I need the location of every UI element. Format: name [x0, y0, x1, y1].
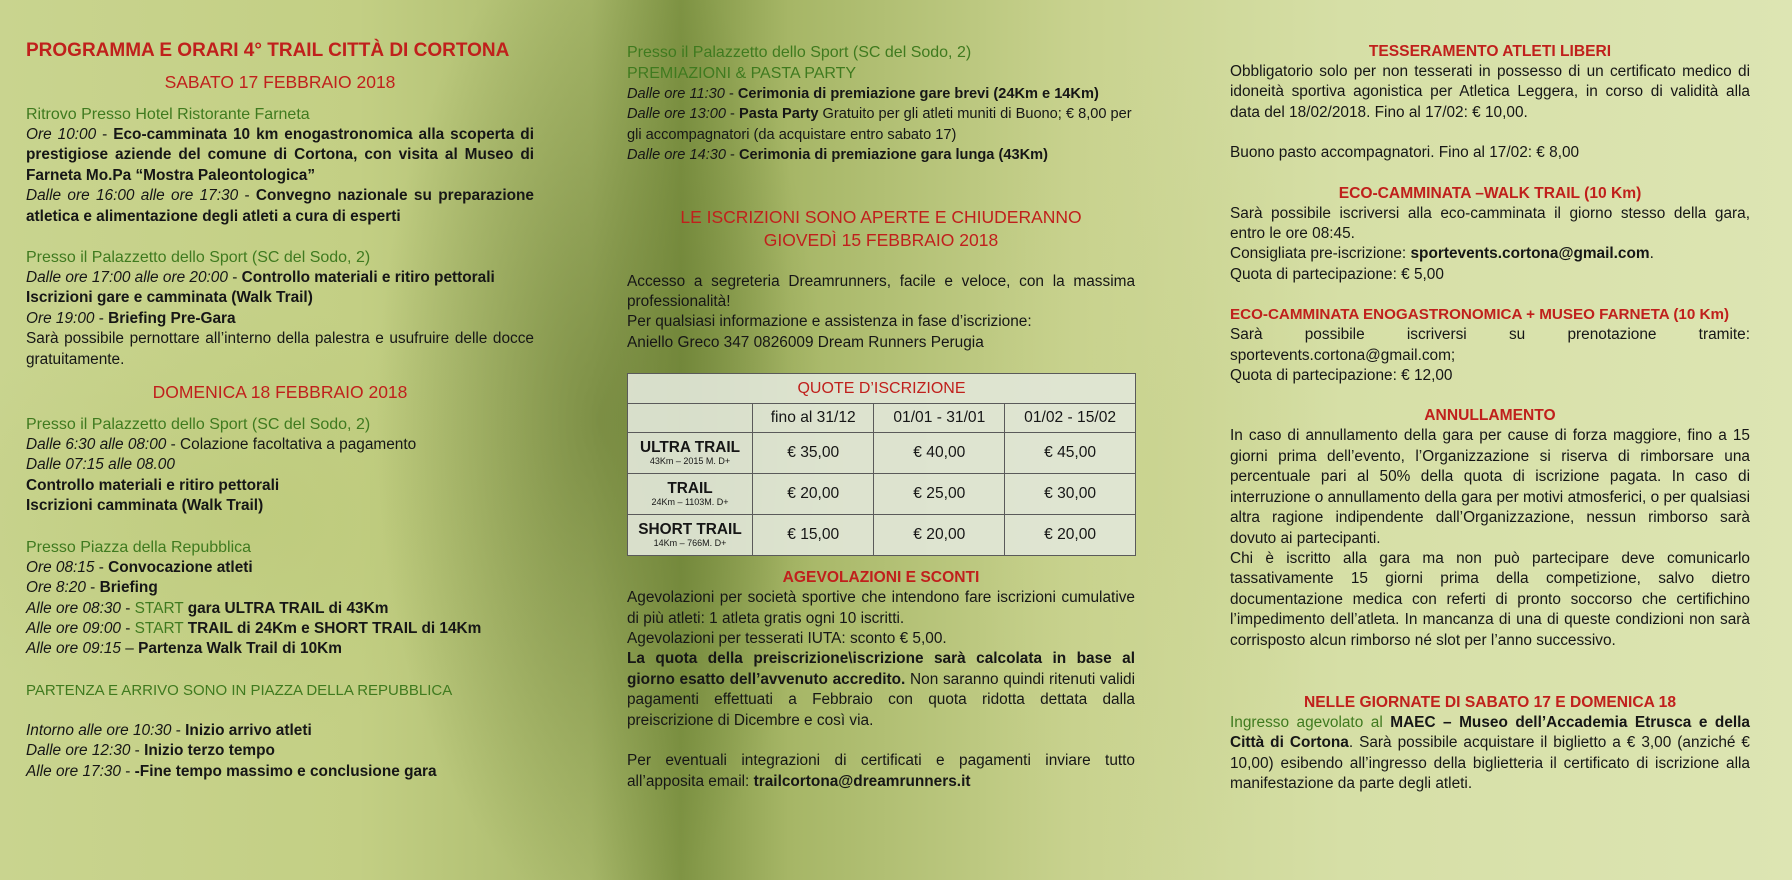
awards-item-3: Dalle ore 14:30 - Cerimonia di premiazione gara lunga (43Km) [627, 147, 1048, 164]
awards-header: PREMIAZIONI & PASTA PARTY [627, 65, 857, 82]
contact-text: Aniello Greco 347 0826009 Dream Runners Perugia [627, 333, 984, 351]
race-detail: 14Km – 766M. D+ [653, 538, 727, 549]
sunday-item-3: Ore 08:15 - Convocazione atleti [26, 558, 253, 576]
sunday-item-4: Ore 8:20 - Briefing [26, 579, 158, 597]
end-item-1: Intorno alle ore 10:30 - Inizio arrivo atleti [26, 721, 312, 739]
secretariat-text: Accesso a segreteria Dreamrunners, facile e veloce, con la massima professionalità! [627, 272, 1135, 311]
sunday-location-piazza: Presso Piazza della Repubblica [26, 538, 252, 556]
walk-trail-fee: Quota di partecipazione: € 5,00 [1230, 265, 1444, 283]
sunday-item-2: Controllo materiali e ritiro pettorali [26, 476, 280, 494]
fee-cell: € 35,00 [753, 433, 874, 474]
discount-1: Agevolazioni per società sportive che intendono fare iscrizioni cumulative di più atleti: 1 atleta gratis ogni 10 iscritti. [627, 589, 1135, 627]
fees-col-header: 01/01 - 31/01 [874, 404, 1005, 433]
race-name: ULTRA TRAIL [639, 439, 740, 457]
race-name: SHORT TRAIL [638, 521, 742, 539]
sunday-item-1: Dalle 6:30 alle 08:00 - Colazione facoltativa a pagamento [26, 436, 417, 454]
discount-3: La quota della preiscrizione\iscrizione sarà calcolata in base al giorno esatto dell’avvenuto accredito. Non saranno quindi ritenuti validi pagamenti effettuati a Febbraio con quota ridotta dettata dalla preiscrizione di Dicembre e così via. [627, 650, 1136, 729]
registration-column [627, 42, 1135, 792]
walk-trail-email[interactable]: sportevents.cortona@gmail.com [1410, 245, 1650, 263]
integration-email[interactable]: trailcortona@dreamrunners.it [753, 772, 971, 790]
saturday-header: SABATO 17 FEBBRAIO 2018 [164, 72, 396, 92]
fee-cell: € 20,00 [1005, 515, 1136, 556]
fee-cell: € 20,00 [753, 474, 874, 515]
registration-open-line-1: LE ISCRIZIONI SONO APERTE E CHIUDERANNO [680, 206, 1082, 227]
awards-location: Presso il Palazzetto dello Sport (SC del Sodo, 2) [627, 44, 972, 61]
awards-item-1: Dalle ore 11:30 - Cerimonia di premiazione gare brevi (24Km e 14Km) [627, 86, 1099, 102]
race-detail: 43Km – 2015 M. D+ [649, 456, 731, 467]
membership-header: TESSERAMENTO ATLETI LIBERI [1368, 43, 1612, 60]
saturday-location-hotel: Ritrovo Presso Hotel Ristorante Farneta [26, 106, 310, 123]
membership-text: Obbligatorio solo per non tesserati in possesso di un certificato medico di idoneità sportiva agonistica per Atletica Leggera, in corso di validità alla data del 18/02/2018. Fino al 17/02: € 10,00. [1230, 63, 1750, 121]
fee-cell: € 20,00 [874, 515, 1005, 556]
eno-walk-header: ECO-CAMMINATA ENOGASTRONOMICA + MUSEO FARNETA (10 Km) [1230, 306, 1730, 324]
saturday-item-2: Dalle ore 16:00 alle ore 17:30 - Convegno nazionale su preparazione atletica e alimentazione degli atleti a cura di esperti [26, 187, 534, 225]
discounts-header: AGEVOLAZIONI E SCONTI [782, 569, 980, 587]
fees-table-title: QUOTE D’ISCRIZIONE [628, 374, 1136, 404]
awards-item-2: Dalle ore 13:00 - Pasta Party Gratuito per gli atleti muniti di Buono; € 8,00 per gli accompagnatori (da acquistare entro sabato 17) [627, 106, 1132, 143]
registration-open-line-2: GIOVEDÌ 15 FEBBRAIO 2018 [763, 229, 999, 250]
eno-walk-text: Sarà possibile iscriversi su prenotazione tramite: sportevents.cortona@gmail.com; [1230, 326, 1750, 364]
sunday-item-6: Alle ore 09:00 - START TRAIL di 24Km e SHORT TRAIL di 14Km [26, 619, 482, 637]
saturday-item-3b: Iscrizioni gare e camminata (Walk Trail) [26, 289, 313, 307]
program-title: PROGRAMMA E ORARI 4° TRAIL CITTÀ DI CORTONA [26, 40, 510, 61]
program-column [26, 38, 534, 782]
race-name: TRAIL [667, 480, 713, 498]
fee-cell: € 15,00 [753, 515, 874, 556]
info-column [1230, 42, 1750, 795]
sunday-item-2b: Iscrizioni camminata (Walk Trail) [26, 497, 264, 515]
saturday-item-4: Ore 19:00 - Briefing Pre-Gara [26, 309, 236, 327]
saturday-item-1: Ore 10:00 - Eco-camminata 10 km enogastronomica alla scoperta di prestigiose aziende del comune di Cortona, con visita al Museo di Farneta Mo.Pa “Mostra Paleontologica” [26, 126, 534, 184]
info-text: Per qualsiasi informazione e assistenza in fase d’iscrizione: [627, 313, 1032, 331]
walk-trail-text: Sarà possibile iscriversi alla eco-camminata il giorno stesso della gara, entro le ore 08:45. [1230, 204, 1750, 243]
meal-voucher-text: Buono pasto accompagnatori. Fino al 17/02: € 8,00 [1230, 144, 1580, 162]
sunday-item-2-time: Dalle 07:15 alle 08.00 [26, 456, 175, 474]
fee-cell: € 30,00 [1005, 474, 1136, 515]
weekend-header: NELLE GIORNATE DI SABATO 17 E DOMENICA 18 [1304, 693, 1676, 711]
fees-table-corner [628, 404, 753, 433]
walk-trail-header: ECO-CAMMINATA –WALK TRAIL (10 Km) [1338, 184, 1642, 202]
sunday-header: DOMENICA 18 FEBBRAIO 2018 [152, 382, 408, 403]
fee-cell: € 25,00 [874, 474, 1005, 515]
discount-2: Agevolazioni per tesserati IUTA: sconto € 5,00. [627, 630, 947, 648]
fees-row-ultra [628, 433, 1136, 474]
cancellation-header: ANNULLAMENTO [1424, 407, 1556, 425]
cancellation-text-2: Chi è iscritto alla gara ma non può partecipare deve comunicarlo tassativamente 15 giorni prima della competizione, salvo dietro documentazione medica con referti di pronto soccorso che certifichino l’impedimento dell’atleta. In mancanza di una di queste condizioni non sarà corrisposto alcun rimborso né slot per l’anno successivo. [1230, 549, 1750, 649]
walk-trail-preregistration: Consigliata pre-iscrizione: sportevents.cortona@gmail.com. [1230, 245, 1654, 263]
fee-cell: € 45,00 [1005, 433, 1136, 474]
fees-row-trail [628, 474, 1136, 515]
race-detail: 24Km – 1103M. D+ [651, 497, 729, 508]
eno-walk-fee: Quota di partecipazione: € 12,00 [1230, 367, 1453, 385]
sunday-location-palazzetto: Presso il Palazzetto dello Sport (SC del Sodo, 2) [26, 416, 371, 434]
fees-col-header: fino al 31/12 [753, 404, 874, 433]
start-finish-note: PARTENZA E ARRIVO SONO IN PIAZZA DELLA REPUBBLICA [26, 681, 453, 699]
saturday-location-palazzetto: Presso il Palazzetto dello Sport (SC del Sodo, 2) [26, 249, 371, 267]
fees-col-header: 01/02 - 15/02 [1005, 404, 1136, 433]
cancellation-text-1: In caso di annullamento della gara per cause di forza maggiore, fino a 15 giorni prima dell’evento, l’Organizzazione si riserva di rimborsare una percentuale pari al 50% della quota di iscrizione pagata. In caso di interruzione o annullamento della gara per motivi atmosferici, o per qualsiasi altra ragione indipendente dall’Organizzazione, nessun rimborso sarà dovuto ai partecipanti. [1230, 427, 1750, 547]
end-item-3: Alle ore 17:30 - -Fine tempo massimo e conclusione gara [26, 762, 437, 780]
fee-cell: € 40,00 [874, 433, 1005, 474]
saturday-note: Sarà possibile pernottare all’interno della palestra e usufruire delle docce gratuitamente. [26, 330, 534, 368]
fees-row-short [628, 515, 1136, 556]
sunday-item-7: Alle ore 09:15 – Partenza Walk Trail di 10Km [26, 640, 342, 658]
end-item-2: Dalle ore 12:30 - Inizio terzo tempo [26, 742, 275, 760]
fees-table [627, 373, 1136, 556]
integration-note: Per eventuali integrazioni di certificati e pagamenti inviare tutto all’apposita email: trailcortona@dreamrunners.it [627, 752, 1135, 790]
saturday-item-3: Dalle ore 17:00 alle ore 20:00 - Controllo materiali e ritiro pettorali [26, 269, 495, 287]
museum-offer-text: Ingresso agevolato al MAEC – Museo dell’Accademia Etrusca e della Città di Cortona. Sarà possibile acquistare il biglietto a € 3,00 (anziché € 10,00) esibendo all’ingresso della biglietteria il certificato di iscrizione alla manifestazione da parte degli atleti. [1230, 713, 1750, 793]
sunday-item-5: Alle ore 08:30 - START gara ULTRA TRAIL di 43Km [26, 599, 389, 617]
